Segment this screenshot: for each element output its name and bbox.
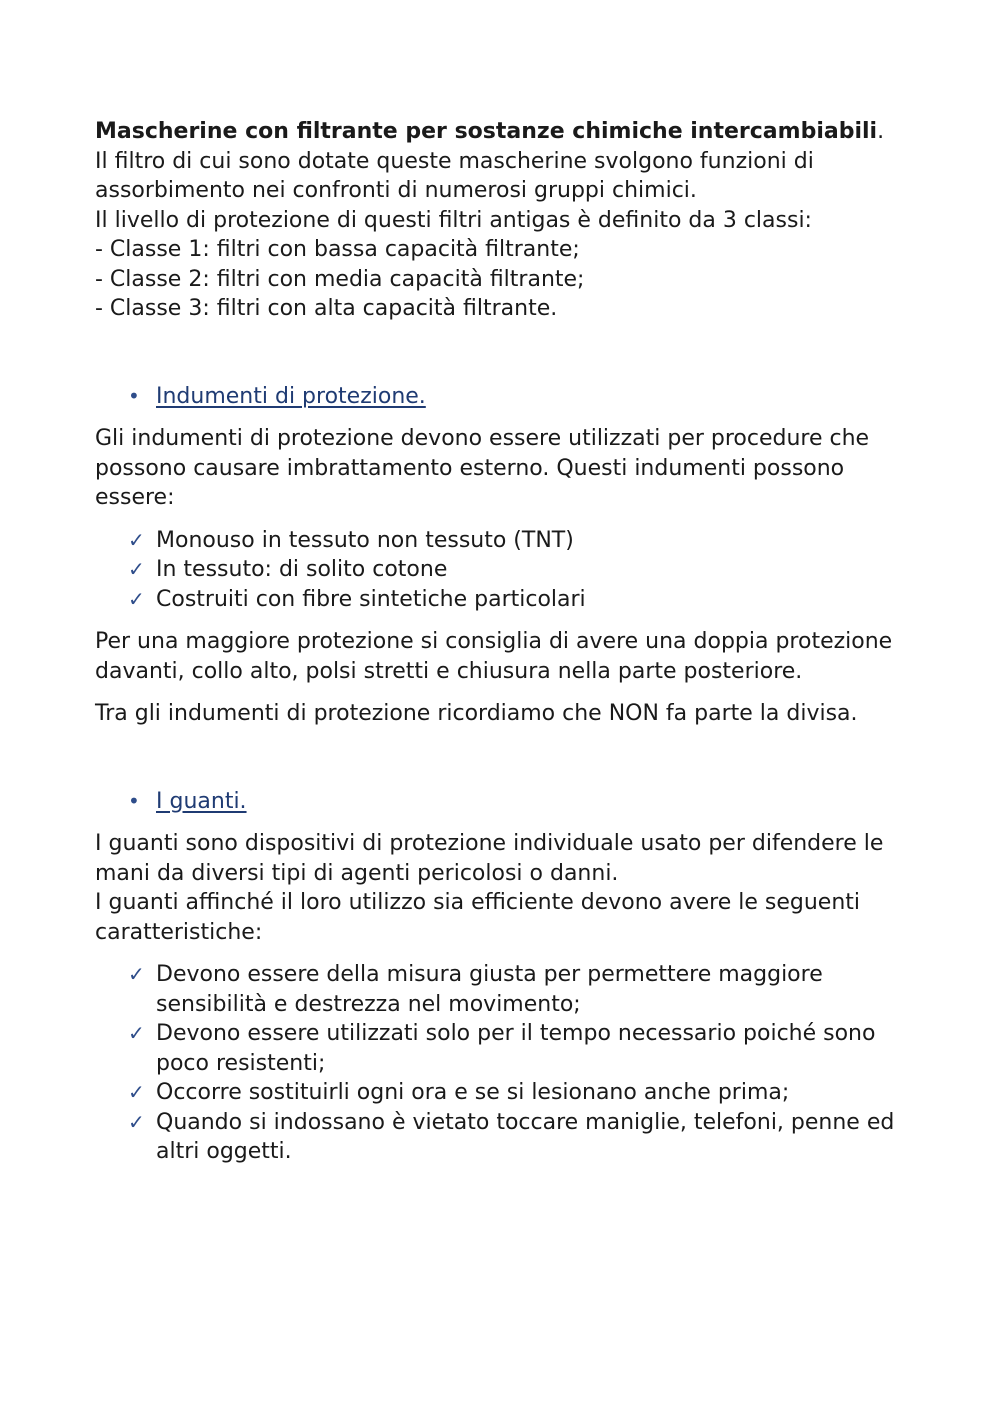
list-item-text: Costruiti con fibre sintetiche particolari [156, 586, 586, 612]
checkmark-icon: ✓ [128, 1109, 145, 1134]
checkmark-icon: ✓ [128, 1021, 145, 1045]
list-item [128, 960, 895, 1019]
gloves-heading-link[interactable]: I guanti. [156, 788, 247, 814]
clothing-heading-link[interactable]: Indumenti di protezione. [156, 383, 426, 409]
gloves-list [95, 960, 895, 1167]
list-item [128, 555, 895, 585]
masks-title-suffix: . [877, 119, 885, 144]
list-item [128, 585, 895, 615]
masks-title [95, 117, 895, 147]
gloves-intro: I guanti sono dispositivi di protezione individuale usato per difendere le mani da diversi tipi di agenti pericolosi o danni. [95, 831, 884, 886]
checkmark-icon: ✓ [128, 557, 145, 581]
list-item [128, 1108, 895, 1167]
list-item-text: In tessuto: di solito cotone [156, 557, 448, 582]
list-item-text: Occorre sostituirli ogni ora e se si lesionano anche prima; [156, 1080, 790, 1105]
masks-line: Il livello di protezione di questi filtri antigas è definito da 3 classi: [95, 207, 812, 233]
bullet-icon: • [128, 383, 140, 408]
document-page [95, 117, 895, 1167]
gloves-intro: I guanti affinché il loro utilizzo sia efficiente devono avere le seguenti caratteristiche: [95, 890, 861, 945]
gloves-heading-row [128, 787, 895, 817]
masks-class-line: - Classe 3: filtri con alta capacità filtrante. [95, 296, 558, 321]
clothing-paragraph: Tra gli indumenti di protezione ricordiamo che NON fa parte la divisa. [95, 701, 858, 726]
list-item-text: Devono essere utilizzati solo per il tempo necessario poiché sono poco resistenti; [156, 1021, 876, 1076]
checkmark-icon: ✓ [128, 527, 145, 552]
masks-class-line: - Classe 2: filtri con media capacità filtrante; [95, 266, 585, 292]
checkmark-icon: ✓ [128, 1080, 145, 1104]
masks-line: Il filtro di cui sono dotate queste mascherine svolgono funzioni di assorbimento nei confronti di numerosi gruppi chimici. [95, 148, 814, 203]
clothing-list [95, 526, 895, 615]
list-item-text: Devono essere della misura giusta per permettere maggiore sensibilità e destrezza nel movimento; [156, 962, 823, 1017]
clothing-paragraph: Per una maggiore protezione si consiglia di avere una doppia protezione davanti, collo alto, polsi stretti e chiusura nella parte posteriore. [95, 629, 893, 684]
clothing-heading-row [128, 382, 895, 412]
checkmark-icon: ✓ [128, 586, 145, 611]
section-clothing [95, 382, 895, 729]
list-item-text: Quando si indossano è vietato toccare maniglie, telefoni, penne ed altri oggetti. [156, 1109, 895, 1164]
masks-title-bold: Mascherine con filtrante per sostanze chimiche intercambiabili [95, 119, 878, 144]
checkmark-icon: ✓ [128, 962, 145, 986]
masks-class-line: - Classe 1: filtri con bassa capacità filtrante; [95, 237, 580, 262]
section-masks [95, 117, 895, 324]
section-gloves [95, 787, 895, 1167]
bullet-icon: • [128, 788, 140, 813]
list-item [128, 526, 895, 556]
list-item [128, 1019, 895, 1078]
clothing-intro: Gli indumenti di protezione devono essere utilizzati per procedure che possono causare imbrattamento esterno. Questi indumenti possono essere: [95, 426, 870, 510]
list-item [128, 1078, 895, 1108]
list-item-text: Monouso in tessuto non tessuto (TNT) [156, 527, 574, 553]
